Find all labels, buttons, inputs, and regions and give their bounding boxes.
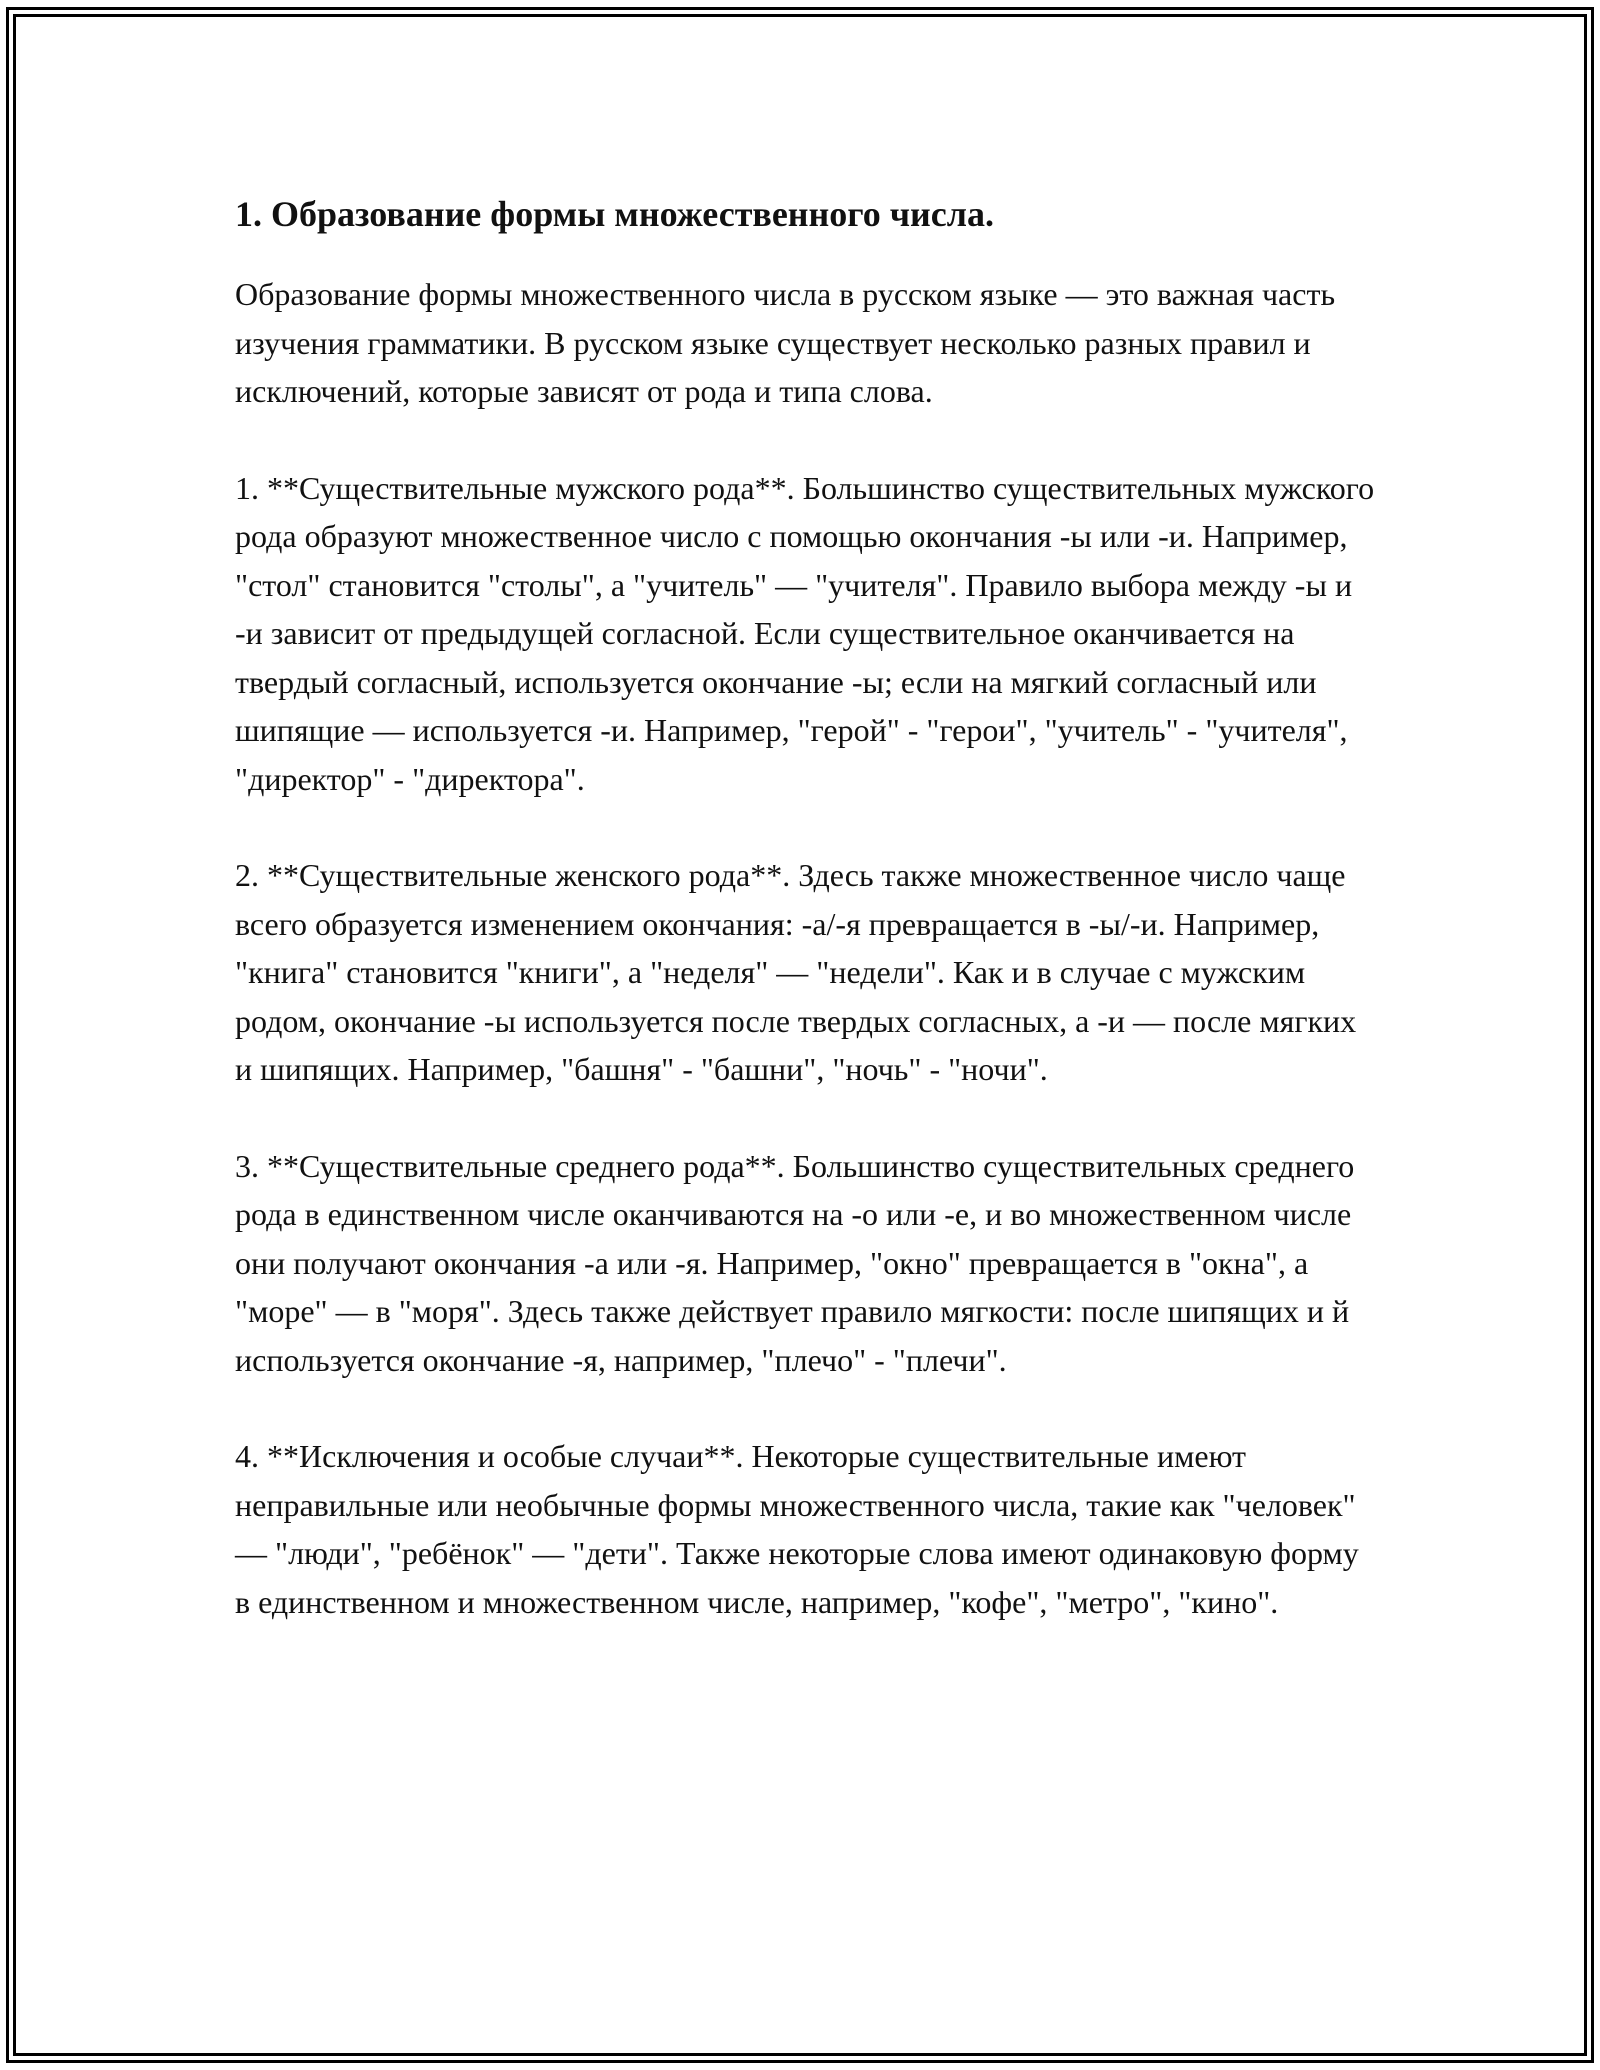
masculine-nouns-paragraph: 1. **Существительные мужского рода**. Большинство существительных мужского рода образуют множественное число с помощью окончания -ы или -и. Например, "стол" становится "столы", а "учитель" — "учителя". Правило выбора между -ы и -и зависит от предыдущей согласной. Если существительное оканчивается на твердый согласный, используется окончание -ы; если на мягкий согласный или шипящие — используется -и. Например, "герой" - "герои", "учитель" - "учителя", "директор" - "директора". [235,469,1375,797]
document-title: 1. Образование формы множественного числа. [235,194,994,234]
feminine-nouns-paragraph: 2. **Существительные женского рода**. Здесь также множественное число чаще всего образуется изменением окончания: -а/-я превращается в -ы/-и. Например, "книга" становится "книги", а "неделя" — "недели". Как и в случае с мужским родом, окончание -ы используется после твердых согласных, а -и — после мягких и шипящих. Например, "башня" - "башни", "ночь" - "ночи". [235,857,1357,1087]
intro-paragraph: Образование формы множественного числа в русском языке — это важная часть изучения грамматики. В русском языке существует несколько разных правил и исключений, которые зависят от рода и типа слова. [235,276,1336,409]
exceptions-paragraph: 4. **Исключения и особые случаи**. Некоторые существительные имеют неправильные или необычные формы множественного числа, такие как "человек" — "люди", "ребёнок" — "дети". Также некоторые слова имеют одинаковую форму в единственном и множественном числе, например, "кофе", "метро", "кино". [235,1438,1359,1620]
neuter-nouns-paragraph: 3. **Существительные среднего рода**. Большинство существительных среднего рода в единственном числе оканчиваются на -о или -е, и во множественном числе они получают окончания -а или -я. Например, "окно" превращается в "окна", а "море" — в "моря". Здесь также действует правило мягкости: после шипящих и й используется окончание -я, например, "плечо" - "плечи". [235,1147,1355,1378]
document-body [235,188,1375,1674]
